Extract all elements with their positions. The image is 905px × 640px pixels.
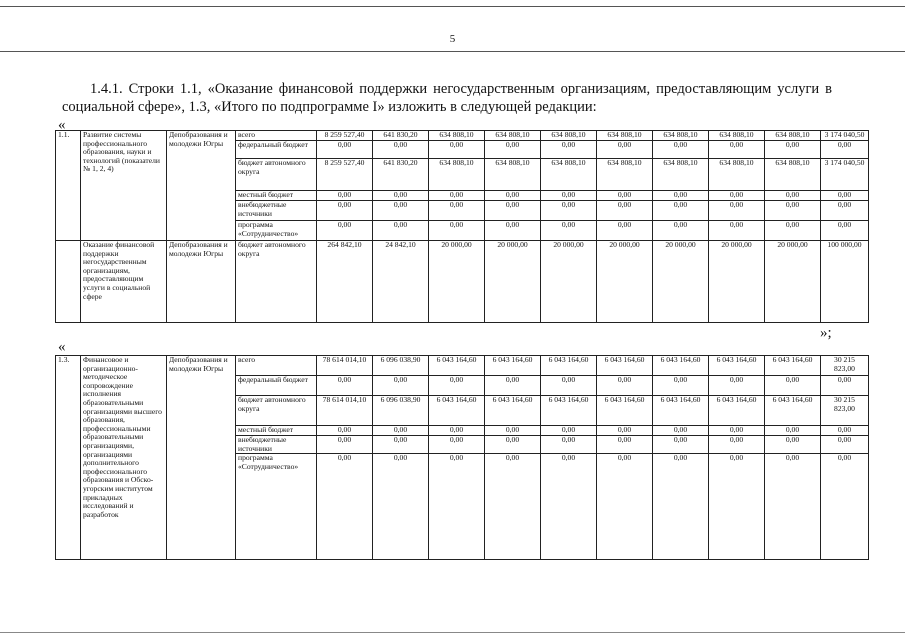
amount-cell: 264 842,10 (317, 241, 373, 323)
amount-cell: 0,00 (429, 454, 485, 560)
amount-cell: 0,00 (317, 426, 373, 436)
amount-cell: 8 259 527,40 (317, 131, 373, 141)
amount-cell: 0,00 (373, 436, 429, 454)
amount-cell: 0,00 (821, 436, 869, 454)
amount-cell: 0,00 (765, 141, 821, 159)
funding-source: программа «Сотрудничество» (236, 221, 317, 241)
amount-cell: 6 043 164,60 (541, 396, 597, 426)
amount-cell: 0,00 (821, 376, 869, 396)
amount-cell: 0,00 (373, 191, 429, 201)
amount-cell: 0,00 (485, 141, 541, 159)
amount-cell: 0,00 (821, 454, 869, 560)
amount-cell: 634 808,10 (653, 131, 709, 141)
amount-cell: 0,00 (429, 436, 485, 454)
amount-cell: 0,00 (541, 376, 597, 396)
amount-cell: 0,00 (709, 454, 765, 560)
funding-source: бюджет автономного округа (236, 241, 317, 323)
amount-cell: 0,00 (485, 201, 541, 221)
funding-source: программа «Сотрудничество» (236, 454, 317, 560)
amount-cell: 0,00 (317, 191, 373, 201)
amount-cell: 0,00 (317, 436, 373, 454)
amount-cell: 0,00 (597, 376, 653, 396)
amount-cell: 0,00 (485, 436, 541, 454)
amount-cell: 0,00 (765, 426, 821, 436)
amount-cell: 78 614 014,10 (317, 356, 373, 376)
amount-cell: 0,00 (597, 191, 653, 201)
activity-name: Развитие системы профессионального образования, науки и технологий (показатели № 1, 2, 4) (81, 131, 167, 241)
amount-cell: 20 000,00 (541, 241, 597, 323)
amount-cell: 634 808,10 (485, 159, 541, 191)
header-rule (0, 51, 905, 52)
amount-cell: 6 043 164,60 (653, 396, 709, 426)
amount-cell: 0,00 (373, 141, 429, 159)
amount-cell: 634 808,10 (765, 131, 821, 141)
activity-name: Финансовое и организационно-методическое сопровождение исполнения образовательными организациями высшего образования, профессиональными образовательными организациями, организациями дополнительного профессионального образования и Обско-угорским институтом прикладных исследований и разработок (81, 356, 167, 560)
amount-cell: 0,00 (653, 454, 709, 560)
amount-cell: 0,00 (765, 454, 821, 560)
funding-source: бюджет автономного округа (236, 159, 317, 191)
amount-cell: 6 096 038,90 (373, 396, 429, 426)
amount-cell: 0,00 (429, 191, 485, 201)
amount-cell: 0,00 (653, 436, 709, 454)
amount-cell: 0,00 (597, 201, 653, 221)
row-number: 1.1. (56, 131, 81, 241)
amount-cell: 0,00 (597, 141, 653, 159)
amount-cell: 3 174 040,50 (821, 159, 869, 191)
executor: Депобразования и молодежи Югры (167, 241, 236, 323)
open-quote-2: « (58, 339, 66, 355)
amount-cell: 6 043 164,60 (485, 356, 541, 376)
top-edge-line (0, 6, 905, 7)
amount-cell: 0,00 (597, 221, 653, 241)
amount-cell: 6 043 164,60 (765, 396, 821, 426)
table-row (56, 131, 869, 141)
amount-cell: 0,00 (541, 141, 597, 159)
amount-cell: 0,00 (541, 454, 597, 560)
amount-cell: 0,00 (765, 201, 821, 221)
amount-cell: 634 808,10 (597, 131, 653, 141)
amount-cell: 0,00 (653, 221, 709, 241)
row-number: 1.3. (56, 356, 81, 560)
amount-cell: 6 043 164,60 (709, 396, 765, 426)
executor: Депобразования и молодежи Югры (167, 131, 236, 241)
amount-cell: 6 096 038,90 (373, 356, 429, 376)
amount-cell: 6 043 164,60 (597, 396, 653, 426)
bottom-edge-line (0, 632, 905, 633)
amount-cell: 0,00 (597, 426, 653, 436)
amount-cell: 634 808,10 (709, 131, 765, 141)
amount-cell: 641 830,20 (373, 159, 429, 191)
amount-cell: 634 808,10 (541, 131, 597, 141)
amount-cell: 0,00 (317, 141, 373, 159)
amount-cell: 634 808,10 (765, 159, 821, 191)
funding-source: всего (236, 131, 317, 141)
amount-cell: 6 043 164,60 (429, 356, 485, 376)
amount-cell: 0,00 (765, 221, 821, 241)
funding-source: внебюджетные источники (236, 201, 317, 221)
amount-cell: 0,00 (317, 376, 373, 396)
amount-cell: 0,00 (709, 436, 765, 454)
amount-cell: 6 043 164,60 (429, 396, 485, 426)
amount-cell: 0,00 (709, 376, 765, 396)
amount-cell: 20 000,00 (429, 241, 485, 323)
amount-cell: 0,00 (709, 201, 765, 221)
amount-cell: 0,00 (765, 191, 821, 201)
amount-cell: 0,00 (541, 436, 597, 454)
amount-cell: 6 043 164,60 (597, 356, 653, 376)
amount-cell: 0,00 (765, 376, 821, 396)
amount-cell: 0,00 (765, 436, 821, 454)
amount-cell: 0,00 (653, 201, 709, 221)
amount-cell: 6 043 164,60 (709, 356, 765, 376)
amount-cell: 6 043 164,60 (485, 396, 541, 426)
funding-source: федеральный бюджет (236, 376, 317, 396)
amount-cell: 20 000,00 (485, 241, 541, 323)
amount-cell: 6 043 164,60 (653, 356, 709, 376)
amount-cell: 0,00 (541, 221, 597, 241)
amount-cell: 3 174 040,50 (821, 131, 869, 141)
funding-source: бюджет автономного округа (236, 396, 317, 426)
amount-cell: 0,00 (709, 191, 765, 201)
amount-cell: 30 215 823,00 (821, 356, 869, 376)
amount-cell: 0,00 (317, 221, 373, 241)
amount-cell: 0,00 (597, 436, 653, 454)
amount-cell: 641 830,20 (373, 131, 429, 141)
amount-cell: 0,00 (485, 221, 541, 241)
amount-cell: 0,00 (821, 141, 869, 159)
funding-source: федеральный бюджет (236, 141, 317, 159)
open-quote-1: « (58, 117, 66, 133)
amount-cell: 634 808,10 (541, 159, 597, 191)
amount-cell: 0,00 (821, 426, 869, 436)
funding-source: местный бюджет (236, 191, 317, 201)
amount-cell: 0,00 (429, 426, 485, 436)
amount-cell: 0,00 (653, 426, 709, 436)
amount-cell: 0,00 (709, 426, 765, 436)
amount-cell: 634 808,10 (653, 159, 709, 191)
funding-table-1-3 (55, 355, 869, 560)
amount-cell: 20 000,00 (597, 241, 653, 323)
amount-cell: 0,00 (821, 221, 869, 241)
amount-cell: 0,00 (821, 191, 869, 201)
amount-cell: 0,00 (373, 426, 429, 436)
amount-cell: 0,00 (317, 201, 373, 221)
amount-cell: 0,00 (373, 221, 429, 241)
amount-cell: 0,00 (429, 201, 485, 221)
amount-cell: 0,00 (597, 454, 653, 560)
amount-cell: 0,00 (709, 141, 765, 159)
amount-cell: 78 614 014,10 (317, 396, 373, 426)
amount-cell: 0,00 (653, 376, 709, 396)
amount-cell: 20 000,00 (653, 241, 709, 323)
activity-name: Оказание финансовой поддержки негосударственным организациям, предоставляющим услуги в социальной сфере (81, 241, 167, 323)
amount-cell: 20 000,00 (765, 241, 821, 323)
amount-cell: 0,00 (373, 454, 429, 560)
funding-source: всего (236, 356, 317, 376)
amount-cell: 0,00 (429, 221, 485, 241)
row-number-empty (56, 241, 81, 323)
amount-cell: 0,00 (429, 141, 485, 159)
amount-cell: 0,00 (541, 426, 597, 436)
amount-cell: 634 808,10 (429, 159, 485, 191)
amount-cell: 0,00 (485, 376, 541, 396)
close-quote: »; (820, 325, 832, 341)
amount-cell: 6 043 164,60 (765, 356, 821, 376)
funding-table-1-1 (55, 130, 869, 323)
amount-cell: 20 000,00 (709, 241, 765, 323)
amount-cell: 634 808,10 (709, 159, 765, 191)
amount-cell: 0,00 (317, 454, 373, 560)
amount-cell: 0,00 (429, 376, 485, 396)
amount-cell: 0,00 (373, 201, 429, 221)
amount-cell: 0,00 (485, 454, 541, 560)
amount-cell: 100 000,00 (821, 241, 869, 323)
amount-cell: 8 259 527,40 (317, 159, 373, 191)
amount-cell: 0,00 (485, 191, 541, 201)
amount-cell: 634 808,10 (485, 131, 541, 141)
amount-cell: 6 043 164,60 (541, 356, 597, 376)
amount-cell: 0,00 (485, 426, 541, 436)
funding-source: внебюджетные источники (236, 436, 317, 454)
amount-cell: 30 215 823,00 (821, 396, 869, 426)
amount-cell: 24 842,10 (373, 241, 429, 323)
page-number: 5 (449, 33, 456, 45)
amount-cell: 0,00 (653, 191, 709, 201)
amount-cell: 0,00 (541, 191, 597, 201)
amount-cell: 0,00 (709, 221, 765, 241)
amount-cell: 634 808,10 (597, 159, 653, 191)
amount-cell: 634 808,10 (429, 131, 485, 141)
executor: Депобразования и молодежи Югры (167, 356, 236, 560)
table-row (56, 241, 869, 323)
funding-source: местный бюджет (236, 426, 317, 436)
amount-cell: 0,00 (373, 376, 429, 396)
amount-cell: 0,00 (653, 141, 709, 159)
intro-paragraph: 1.4.1. Строки 1.1, «Оказание финансовой поддержки негосударственным организациям, предоставляющим услуги в социальной сфере», 1.3, «Итого по подпрограмме I» изложить в следующей редакции: (62, 81, 832, 115)
amount-cell: 0,00 (821, 201, 869, 221)
table-row (56, 356, 869, 376)
amount-cell: 0,00 (541, 201, 597, 221)
